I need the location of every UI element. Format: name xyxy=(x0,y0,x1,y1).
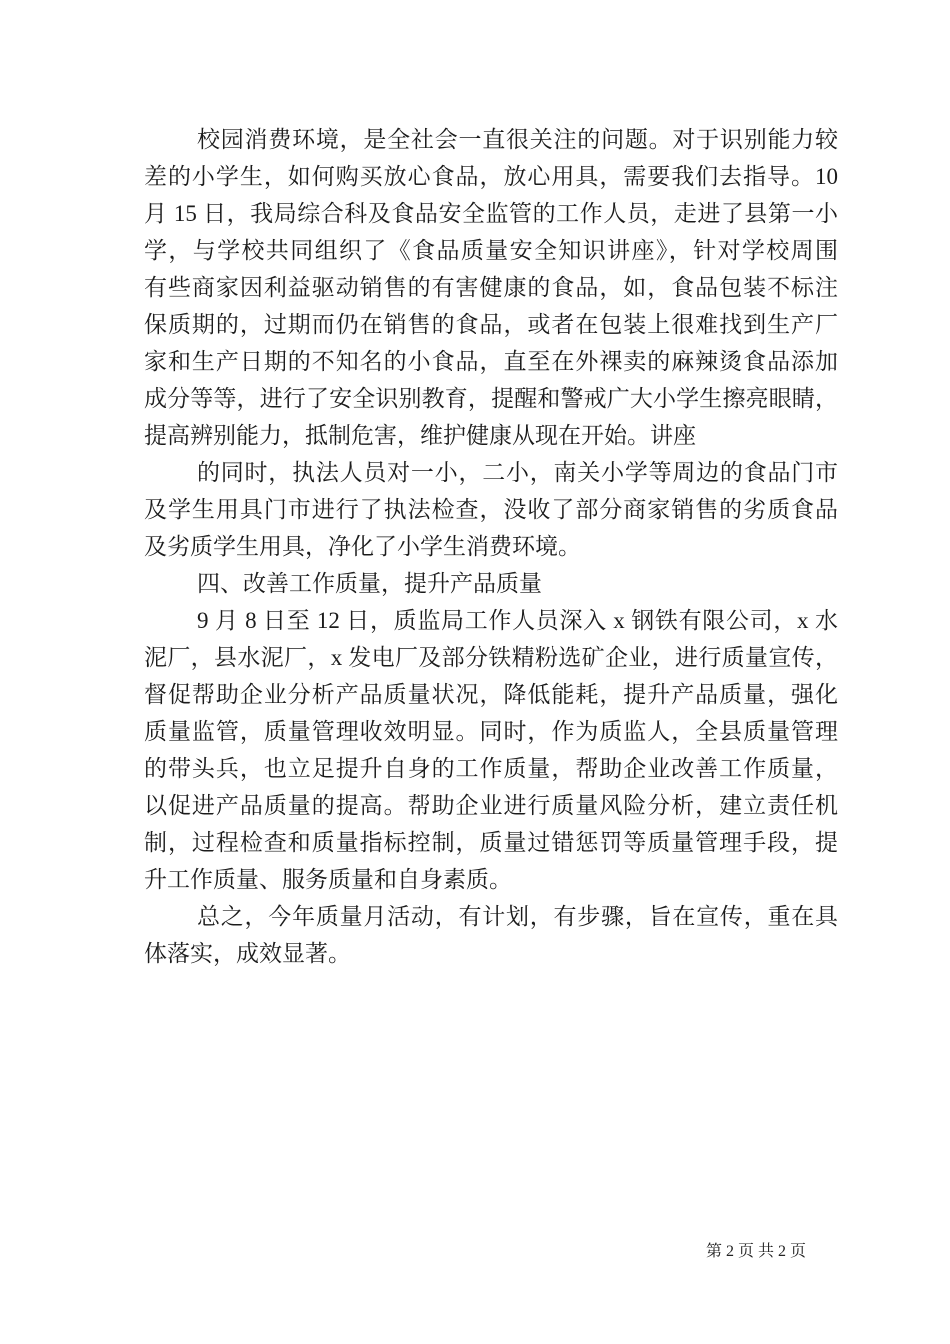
text-line: 有些商家因利益驱动销售的有害健康的食品，如，食品包装不标注 xyxy=(144,275,838,300)
text-line: 及劣质学生用具，净化了小学生消费环境。 xyxy=(144,534,581,559)
text-line: 成分等等，进行了安全识别教育，提醒和警戒广大小学生擦亮眼睛， xyxy=(144,386,838,411)
paragraph xyxy=(144,565,838,602)
paragraph xyxy=(144,602,838,898)
text-line: 及学生用具门市进行了执法检查，没收了部分商家销售的劣质食品 xyxy=(144,497,838,522)
text-line: 9 月 8 日至 12 日，质监局工作人员深入 x 钢铁有限公司，x 水 xyxy=(197,608,838,633)
text-line: 体落实，成效显著。 xyxy=(144,941,351,966)
text-line: 督促帮助企业分析产品质量状况，降低能耗，提升产品质量，强化 xyxy=(144,682,838,707)
text-line: 提高辨别能力，抵制危害，维护健康从现在开始。讲座 xyxy=(144,423,696,448)
text-line: 的同时，执法人员对一小，二小，南关小学等周边的食品门市 xyxy=(197,460,838,485)
text-line: 质量监管，质量管理收效明显。同时，作为质监人，全县质量管理 xyxy=(144,719,838,744)
text-line: 以促进产品质量的提高。帮助企业进行质量风险分析，建立责任机 xyxy=(144,793,838,818)
text-line: 保质期的，过期而仍在销售的食品，或者在包装上很难找到生产厂 xyxy=(144,312,838,337)
text-line: 总之，今年质量月活动，有计划，有步骤，旨在宣传，重在具 xyxy=(197,904,838,929)
page-footer xyxy=(706,1242,806,1262)
text-line: 升工作质量、服务质量和自身素质。 xyxy=(144,867,512,892)
paragraph xyxy=(144,898,838,972)
document-body xyxy=(144,121,838,972)
text-line: 泥厂，县水泥厂，x 发电厂及部分铁精粉选矿企业，进行质量宣传， xyxy=(144,645,838,670)
paragraph xyxy=(144,454,838,565)
text-line: 校园消费环境，是全社会一直很关注的问题。对于识别能力较 xyxy=(197,127,838,152)
page-number-label: 第 2 页 共 2 页 xyxy=(705,1243,806,1260)
text-line: 的带头兵，也立足提升自身的工作质量，帮助企业改善工作质量， xyxy=(144,756,838,781)
text-line: 学，与学校共同组织了《食品质量安全知识讲座》，针对学校周围 xyxy=(144,238,838,263)
text-line: 四、改善工作质量，提升产品质量 xyxy=(197,571,542,596)
text-line: 月 15 日，我局综合科及食品安全监管的工作人员，走进了县第一小 xyxy=(144,201,838,226)
text-line: 家和生产日期的不知名的小食品，直至在外裸卖的麻辣烫食品添加 xyxy=(144,349,838,374)
paragraph xyxy=(144,121,838,454)
text-line: 制，过程检查和质量指标控制，质量过错惩罚等质量管理手段，提 xyxy=(144,830,838,855)
text-line: 差的小学生，如何购买放心食品，放心用具，需要我们去指导。10 xyxy=(144,164,838,189)
